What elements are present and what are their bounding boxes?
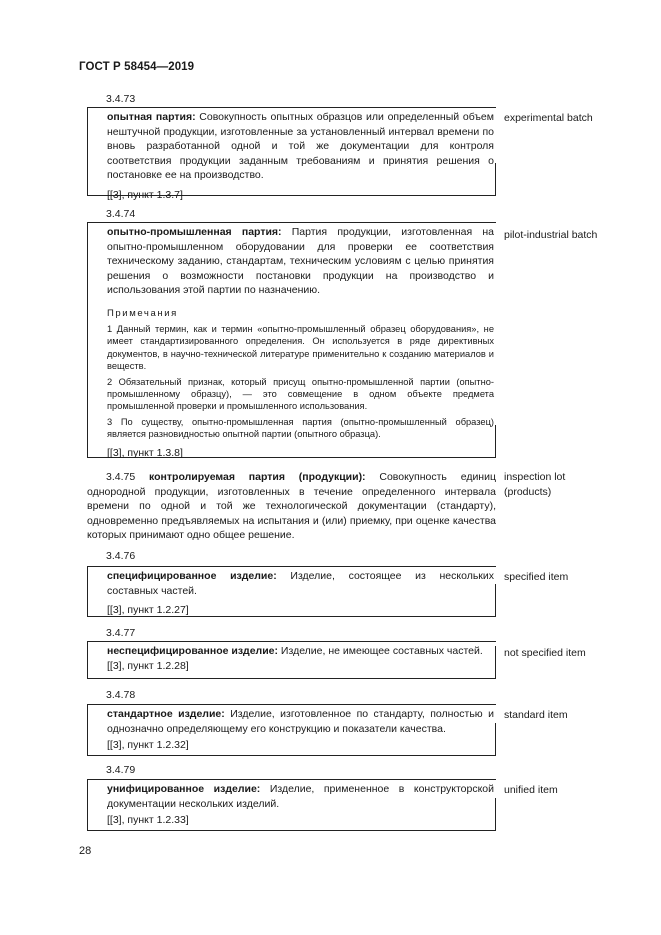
definition-text: [107, 644, 494, 659]
definition: Совокупность единиц однородной продукции, изготовленных в течение определенного интервала времени по одной и той же технологической документации (стандарту), одновременно предъявляемых на испытания и (или) приемку, при оценке качества которых принимают одно общее решение.: [87, 471, 496, 542]
reference: [[3], пункт 1.3.8]: [107, 446, 183, 459]
entry-number: 3.4.77: [106, 627, 136, 639]
entry-number: 3.4.79: [106, 764, 136, 776]
definition-box: [87, 566, 496, 617]
definition-text: [107, 225, 494, 298]
english-term-line2: (products): [504, 486, 552, 498]
english-term: specified item: [504, 571, 569, 583]
term: унифицированное изделие:: [107, 783, 261, 795]
definition: Совокупность опытных образцов или определенный объем нештучной продукции, изготовленные за установленный интервал времени по вновь разработанной одной и той же документации для контроля соответствия продукции заданным требованиям и принятия решения о постановке ее на производство.: [107, 111, 494, 182]
definition: Изделие, состоящее из нескольких составных частей.: [107, 570, 495, 597]
term: неспецифицированное изделие:: [107, 645, 279, 657]
definition: Партия продукции, изготовленная на опытно-промышленном оборудовании для проверки ее соответствия техническому заданию, стандартам, техническим условиям с целью принятия решения о возможности постановки продукции на производство и использования этой партии по назначению.: [107, 226, 494, 297]
reference: [[3], пункт 1.2.28]: [107, 659, 189, 672]
english-term: pilot-industrial batch: [504, 229, 598, 241]
term: стандартное изделие:: [107, 708, 225, 720]
entry-number: 3.4.74: [106, 208, 136, 220]
english-term: not specified item: [504, 647, 586, 659]
reference: [[3], пункт 1.2.27]: [107, 604, 189, 617]
definition-box: [87, 704, 496, 756]
definition: Изделие, примененное в конструкторской документации нескольких изделий.: [107, 783, 494, 810]
definition-text: [87, 470, 496, 543]
notes-heading: Примечания: [107, 307, 178, 319]
definition-box: [87, 641, 496, 679]
definition-text: [107, 569, 494, 598]
term: опытно-промышленная партия:: [107, 226, 282, 238]
definition-box: [87, 222, 496, 458]
definition-text: [107, 707, 494, 736]
entry-number: 3.4.76: [106, 550, 136, 562]
reference: [[3], пункт 1.3.7]: [107, 188, 183, 201]
term: опытная партия:: [107, 111, 196, 123]
entry-number: 3.4.78: [106, 689, 136, 701]
definition: Изделие, не имеющее составных частей.: [278, 645, 483, 657]
note-1: 1 Данный термин, как и термин «опытно-промышленный образец оборудования», не имеет стандартизированного определения. Он используется в ряде директивных документов, в научно-технической литературе применительно к созданию материалов и веществ.: [107, 323, 494, 372]
term-entry-3-4-75: [87, 470, 496, 543]
english-term: experimental batch: [504, 112, 593, 124]
page-number: 28: [79, 845, 92, 857]
definition-text: [107, 782, 494, 811]
reference: [[3], пункт 1.2.32]: [107, 739, 189, 752]
english-term: unified item: [504, 784, 558, 796]
definition-box: [87, 107, 496, 201]
term: специфицированное изделие:: [107, 570, 277, 582]
definition: Изделие, изготовленное по стандарту, полностью и однозначно определяющему его конструкцию и показатели качества.: [107, 708, 494, 735]
reference: [[3], пункт 1.2.33]: [107, 814, 189, 827]
definition-box: [87, 779, 496, 831]
term: контролируемая партия (продукции):: [149, 471, 366, 483]
english-term: standard item: [504, 709, 568, 721]
definition-text: [107, 110, 494, 183]
entry-number: 3.4.75: [106, 471, 136, 483]
entry-number: 3.4.73: [106, 93, 136, 105]
note-3: 3 По существу, опытно-промышленная партия (опытно-промышленный образец) является разновидностью опытной партии (опытного образца).: [107, 416, 494, 440]
english-term-line1: inspection lot: [504, 471, 566, 483]
note-2: 2 Обязательный признак, который присущ опытно-промышленной партии (опытно-промышленному образцу), — это совмещение в одном объекте предмета промышленной проверки и промышленного использования.: [107, 376, 494, 412]
document-header: ГОСТ Р 58454—2019: [79, 61, 195, 73]
